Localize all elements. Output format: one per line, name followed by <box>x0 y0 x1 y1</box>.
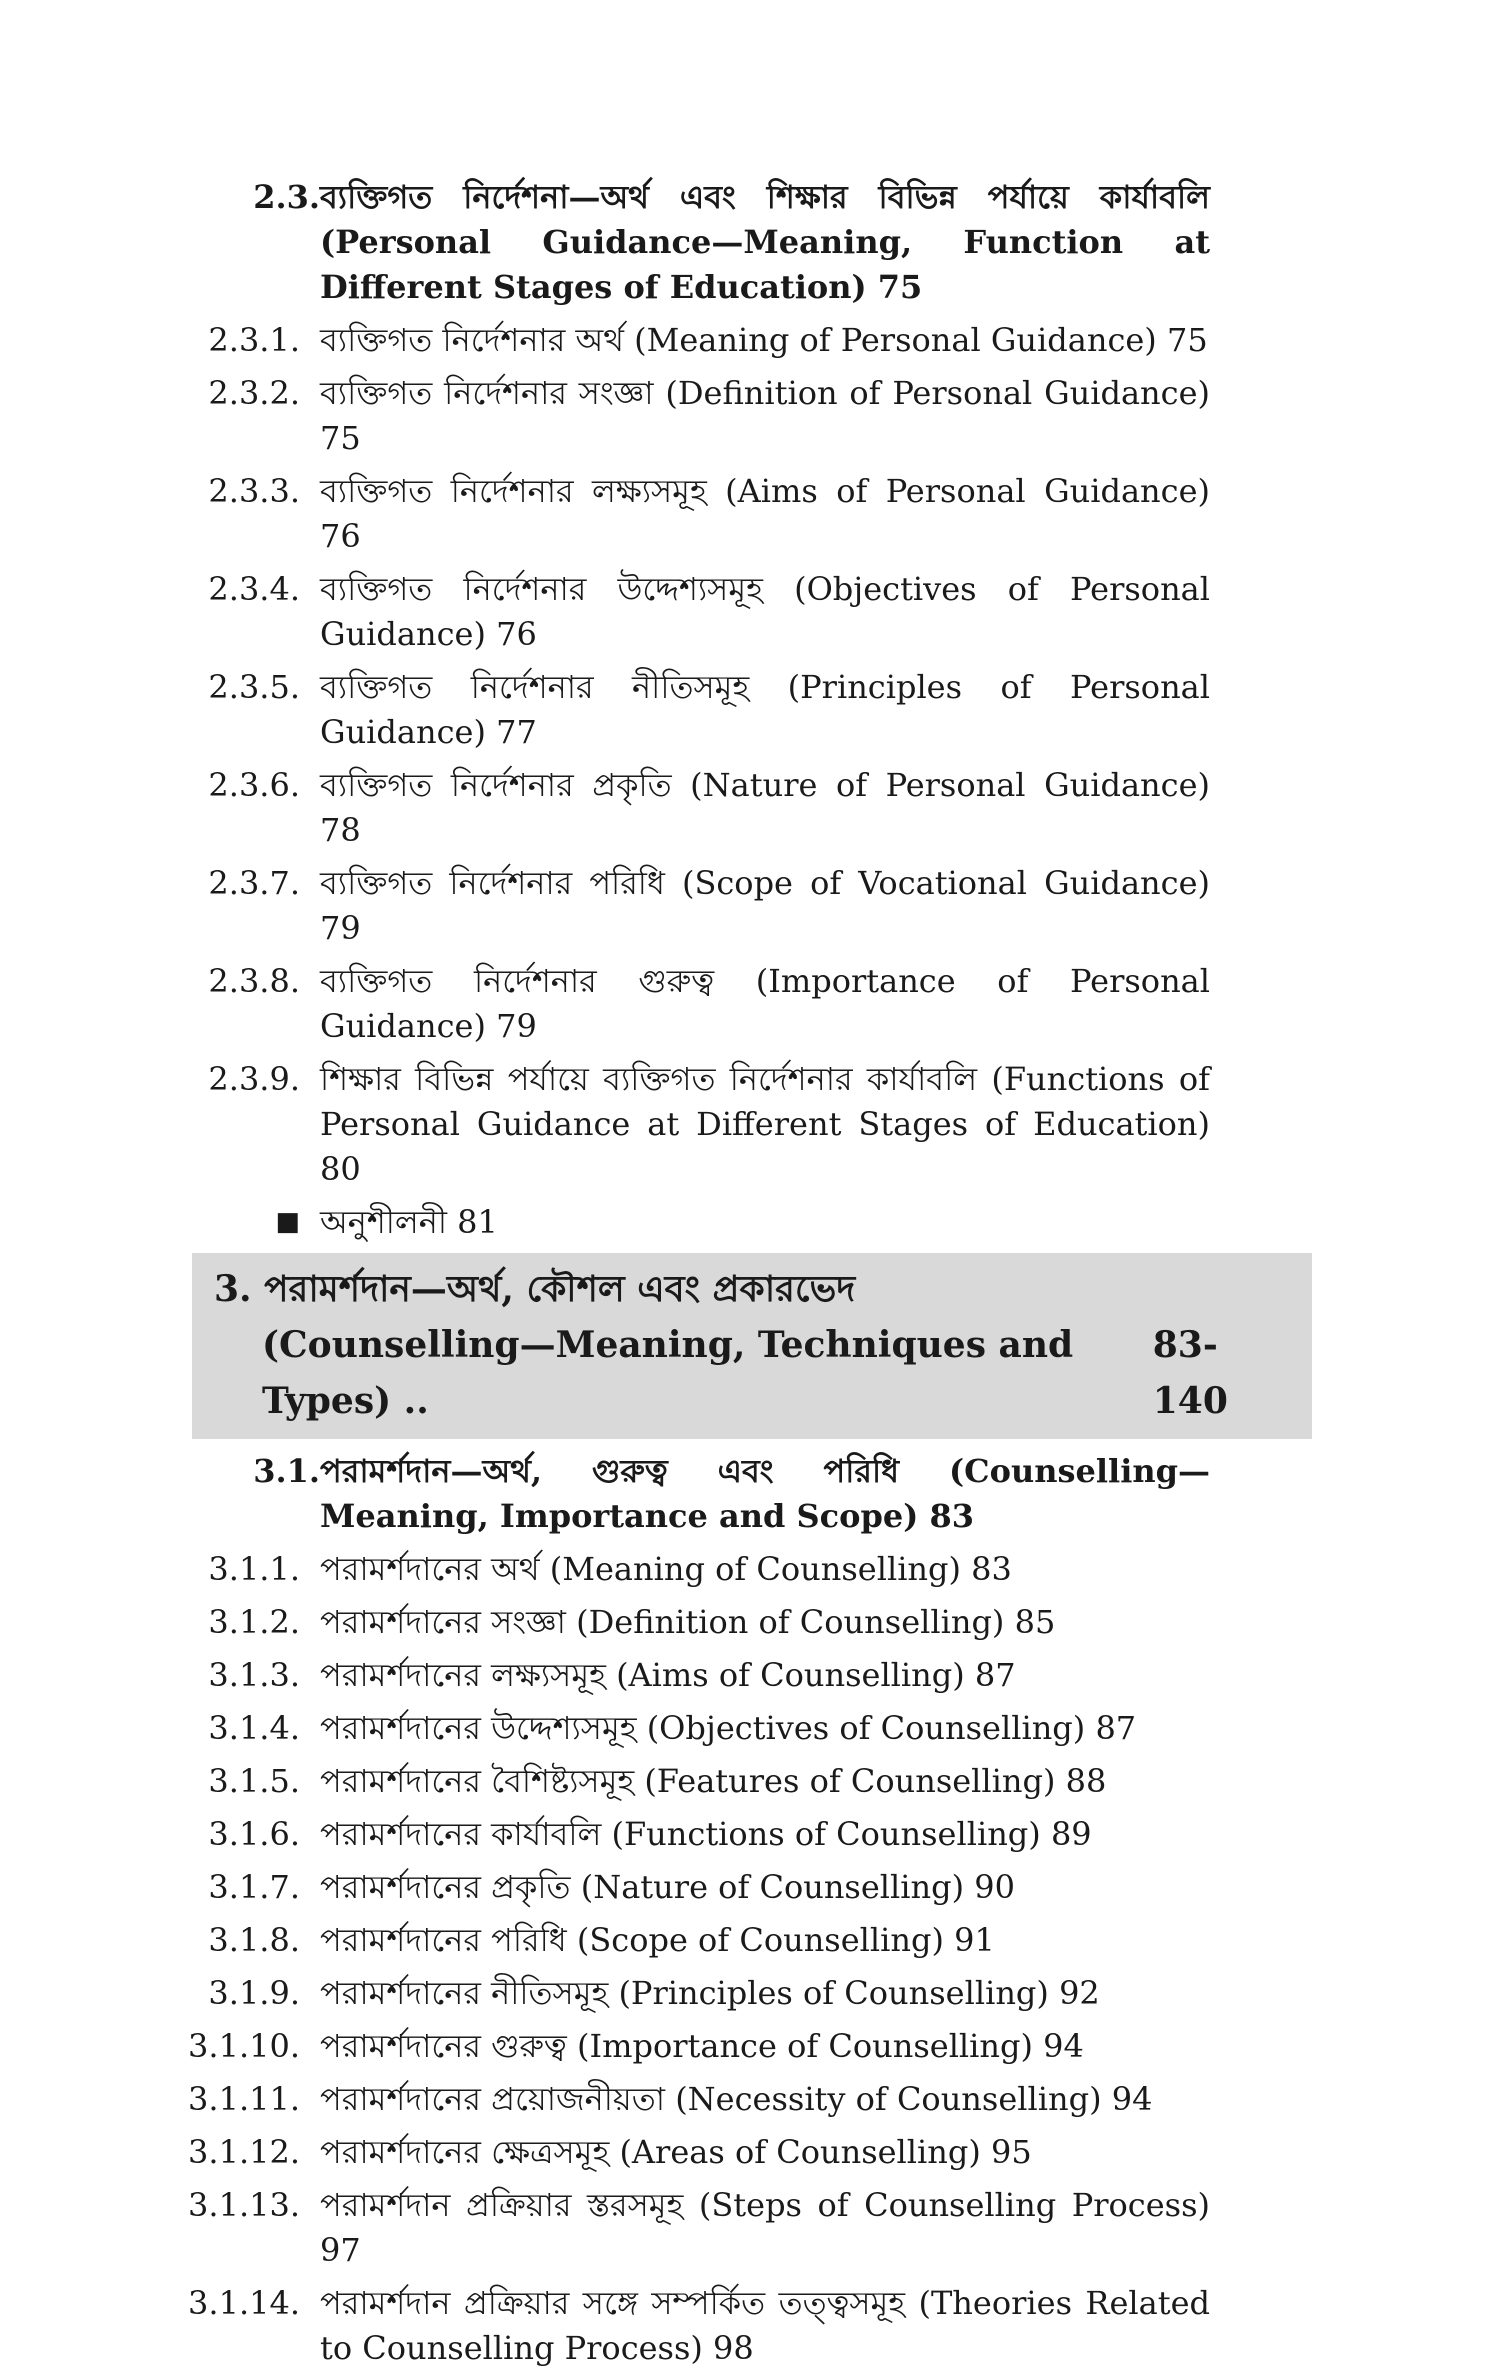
item-number: 3.1.12. <box>188 2133 300 2171</box>
item-title: পরামর্শদানের লক্ষ্যসমূহ (Aims of Counselling) 87 <box>320 1656 1016 1694</box>
toc-item <box>0 1971 1500 2016</box>
item-number: 3.1.9. <box>208 1974 300 2012</box>
item-number: 2.3.2. <box>208 374 300 412</box>
item-number: 3.1.11. <box>188 2080 300 2118</box>
item-title: পরামর্শদানের সংজ্ঞা (Definition of Counselling) 85 <box>320 1603 1056 1641</box>
exercise-title: অনুশীলনী 81 <box>320 1203 498 1241</box>
toc-item <box>0 1547 1500 1592</box>
item-number: 3.1.3. <box>208 1656 300 1694</box>
item-number: 3.1.13. <box>188 2186 300 2224</box>
item-number: 2.3.3. <box>208 472 300 510</box>
toc-item <box>0 1812 1500 1857</box>
item-title: ব্যক্তিগত নির্দেশনার পরিধি (Scope of Vocational Guidance) 79 <box>320 864 1210 947</box>
item-title: ব্যক্তিগত নির্দেশনার সংজ্ঞা (Definition of Personal Guidance) 75 <box>320 374 1210 457</box>
item-number: 2.3.5. <box>208 668 300 706</box>
item-number: 3.1.4. <box>208 1709 300 1747</box>
item-title: পরামর্শদানের প্রয়োজনীয়তা (Necessity of Counselling) 94 <box>320 2080 1153 2118</box>
item-number: 3.1.1. <box>208 1550 300 1588</box>
item-title: পরামর্শদানের ক্ষেত্রসমূহ (Areas of Counselling) 95 <box>320 2133 1032 2171</box>
toc-item <box>0 1706 1500 1751</box>
item-title: শিক্ষার বিভিন্ন পর্যায়ে ব্যক্তিগত নির্দেশনার কার্যাবলি (Functions of Personal Guidance at Different Stages of Education) 80 <box>320 1060 1210 1188</box>
section-number: 3.1. <box>253 1452 320 1490</box>
item-number: 3.1.5. <box>208 1762 300 1800</box>
toc-item <box>0 1600 1500 1645</box>
toc-item <box>0 1865 1500 1910</box>
item-title: পরামর্শদানের গুরুত্ব (Importance of Counselling) 94 <box>320 2027 1084 2065</box>
toc-item <box>0 1759 1500 1804</box>
item-title: পরামর্শদানের কার্যাবলি (Functions of Counselling) 89 <box>320 1815 1092 1853</box>
toc-item <box>0 371 1500 461</box>
toc-item <box>0 665 1500 755</box>
item-number: 3.1.6. <box>208 1815 300 1853</box>
table-of-contents <box>0 175 1500 2379</box>
item-title: পরামর্শদানের উদ্দেশ্যসমূহ (Objectives of Counselling) 87 <box>320 1709 1137 1747</box>
item-number: 3.1.10. <box>188 2027 300 2065</box>
chapter-heading <box>192 1253 1312 1439</box>
toc-item <box>0 2130 1500 2175</box>
item-number: 2.3.8. <box>208 962 300 1000</box>
section-number: 2.3. <box>253 178 320 216</box>
toc-item <box>0 2077 1500 2122</box>
item-title: পরামর্শদান প্রক্রিয়ার সঙ্গে সম্পর্কিত তত্ত্বসমূহ (Theories Related to Counselling Process) 98 <box>320 2284 1210 2367</box>
chapter-title-bengali: 3. পরামর্শদান—অর্থ, কৌশল এবং প্রকারভেদ <box>214 1268 856 1310</box>
item-title: ব্যক্তিগত নির্দেশনার গুরুত্ব (Importance of Personal Guidance) 79 <box>320 962 1210 1045</box>
item-title: পরামর্শদান প্রক্রিয়ার স্তরসমূহ (Steps of Counselling Process) 97 <box>320 2186 1210 2269</box>
chapter-title-english: (Counselling—Meaning, Techniques and Types) .. <box>262 1324 1074 1422</box>
item-number: 2.3.4. <box>208 570 300 608</box>
bullet-square-icon: ■ <box>275 1207 300 1237</box>
toc-section-3-1 <box>0 1449 1500 1539</box>
item-title: ব্যক্তিগত নির্দেশনার অর্থ (Meaning of Personal Guidance) 75 <box>320 321 1208 359</box>
item-title: পরামর্শদানের প্রকৃতি (Nature of Counselling) 90 <box>320 1868 1015 1906</box>
chapter-page-range: 83-140 <box>1152 1324 1228 1422</box>
item-number: 2.3.1. <box>208 321 300 359</box>
item-title: পরামর্শদানের পরিধি (Scope of Counselling) 91 <box>320 1921 995 1959</box>
item-number: 3.1.2. <box>208 1603 300 1641</box>
item-number: 3.1.14. <box>188 2284 300 2322</box>
toc-item <box>0 861 1500 951</box>
toc-item <box>0 959 1500 1049</box>
item-title: পরামর্শদানের অর্থ (Meaning of Counselling) 83 <box>320 1550 1012 1588</box>
item-title: ব্যক্তিগত নির্দেশনার লক্ষ্যসমূহ (Aims of Personal Guidance) 76 <box>320 472 1210 555</box>
toc-item <box>0 567 1500 657</box>
toc-item <box>0 2281 1500 2371</box>
toc-item <box>0 2024 1500 2069</box>
item-number: 2.3.9. <box>208 1060 300 1098</box>
toc-item <box>0 1057 1500 1192</box>
chapter-title-english-row <box>192 1317 1312 1429</box>
section-title: পরামর্শদান—অর্থ, গুরুত্ব এবং পরিধি (Counselling—Meaning, Importance and Scope) 83 <box>320 1452 1210 1535</box>
toc-item <box>0 318 1500 363</box>
item-title: ব্যক্তিগত নির্দেশনার নীতিসমূহ (Principles of Personal Guidance) 77 <box>320 668 1210 751</box>
toc-item <box>0 469 1500 559</box>
toc-item <box>0 2183 1500 2273</box>
toc-section-2-3 <box>0 175 1500 310</box>
toc-item <box>0 1653 1500 1698</box>
item-title: পরামর্শদানের বৈশিষ্ট্যসমূহ (Features of Counselling) 88 <box>320 1762 1107 1800</box>
item-title: পরামর্শদানের নীতিসমূহ (Principles of Counselling) 92 <box>320 1974 1100 2012</box>
item-number: 3.1.7. <box>208 1868 300 1906</box>
exercise-item <box>0 1200 1500 1245</box>
item-number: 3.1.8. <box>208 1921 300 1959</box>
toc-item <box>0 1918 1500 1963</box>
item-number: 2.3.6. <box>208 766 300 804</box>
item-title: ব্যক্তিগত নির্দেশনার প্রকৃতি (Nature of Personal Guidance) 78 <box>320 766 1210 849</box>
toc-item <box>0 763 1500 853</box>
item-number: 2.3.7. <box>208 864 300 902</box>
item-title: ব্যক্তিগত নির্দেশনার উদ্দেশ্যসমূহ (Objectives of Personal Guidance) 76 <box>320 570 1210 653</box>
section-title: ব্যক্তিগত নির্দেশনা—অর্থ এবং শিক্ষার বিভিন্ন পর্যায়ে কার্যাবলি (Personal Guidance—Meaning, Function at Different Stages of Education) 75 <box>320 178 1210 306</box>
